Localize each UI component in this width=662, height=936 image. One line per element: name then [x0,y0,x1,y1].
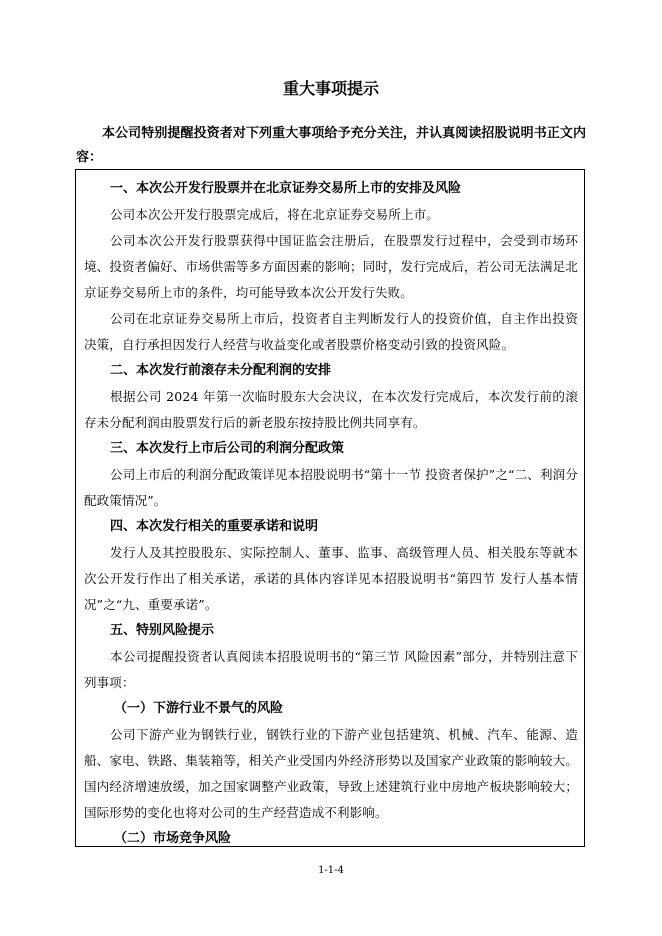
section-heading-1: 一、本次公开发行股票并在北京证券交易所上市的安排及风险 [110,181,462,196]
section-1-paragraph-2: 公司本次公开发行股票获得中国证监会注册后，在股票发行过程中，会受到市场环境、投资者偏好、市场供需等多方面因素的影响；同时，发行完成后，若公司无法满足北京证券交易所上市的条件，均可能导致本次公开发行失败。 [84,233,578,300]
intro-paragraph: 本公司特别提醒投资者对下列重大事项给予充分关注，并认真阅读招股说明书正文内容： [76,126,586,165]
subsection-heading-2: （二）市场竞争风险 [114,831,232,846]
section-heading-4: 四、本次发行相关的重要承诺和说明 [110,519,319,534]
page-number: 1-1-4 [318,865,344,876]
subsection-heading-1: （一）下游行业不景气的风险 [114,701,284,716]
section-4-paragraph-1: 发行人及其控股股东、实际控制人、董事、监事、高级管理人员、相关股东等就本次公开发行作出了相关承诺，承诺的具体内容详见本招股说明书“第四节 发行人基本情况”之“九、重要承诺”。 [84,545,578,612]
section-1-paragraph-1: 公司本次公开发行股票完成后，将在北京证券交易所上市。 [110,207,439,222]
section-1-paragraph-3: 公司在北京证券交易所上市后，投资者自主判断发行人的投资价值，自主作出投资决策，自行承担因发行人经营与收益变化或者股票价格变动引致的投资风险。 [84,311,578,352]
notice-box [75,169,585,847]
section-3-paragraph-1: 公司上市后的利润分配政策详见本招股说明书“第十一节 投资者保护”之“二、利润分配政策情况”。 [84,467,578,508]
section-heading-2: 二、本次发行前滚存未分配利润的安排 [110,363,332,378]
subsection-1-paragraph-1: 公司下游产业为钢铁行业，钢铁行业的下游产业包括建筑、机械、汽车、能源、造船、家电、铁路、集装箱等，相关产业受国内外经济形势以及国家产业政策的影响较大。国内经济增速放缓，加之国家调整产业政策，导致上述建筑行业中房地产板块影响较大；国际形势的变化也将对公司的生产经营造成不利影响。 [84,727,578,820]
page-title: 重大事项提示 [282,79,379,98]
section-heading-3: 三、本次发行上市后公司的利润分配政策 [110,441,345,456]
section-5-paragraph-1: 本公司提醒投资者认真阅读本招股说明书的“第三节 风险因素”部分，并特别注意下列事项： [84,649,578,690]
section-heading-5: 五、特别风险提示 [110,623,215,638]
notice-box-content [84,176,578,847]
section-2-paragraph-1: 根据公司 2024 年第一次临时股东大会决议，在本次发行完成后，本次发行前的滚存未分配利润由股票发行后的新老股东按持股比例共同享有。 [84,389,578,430]
